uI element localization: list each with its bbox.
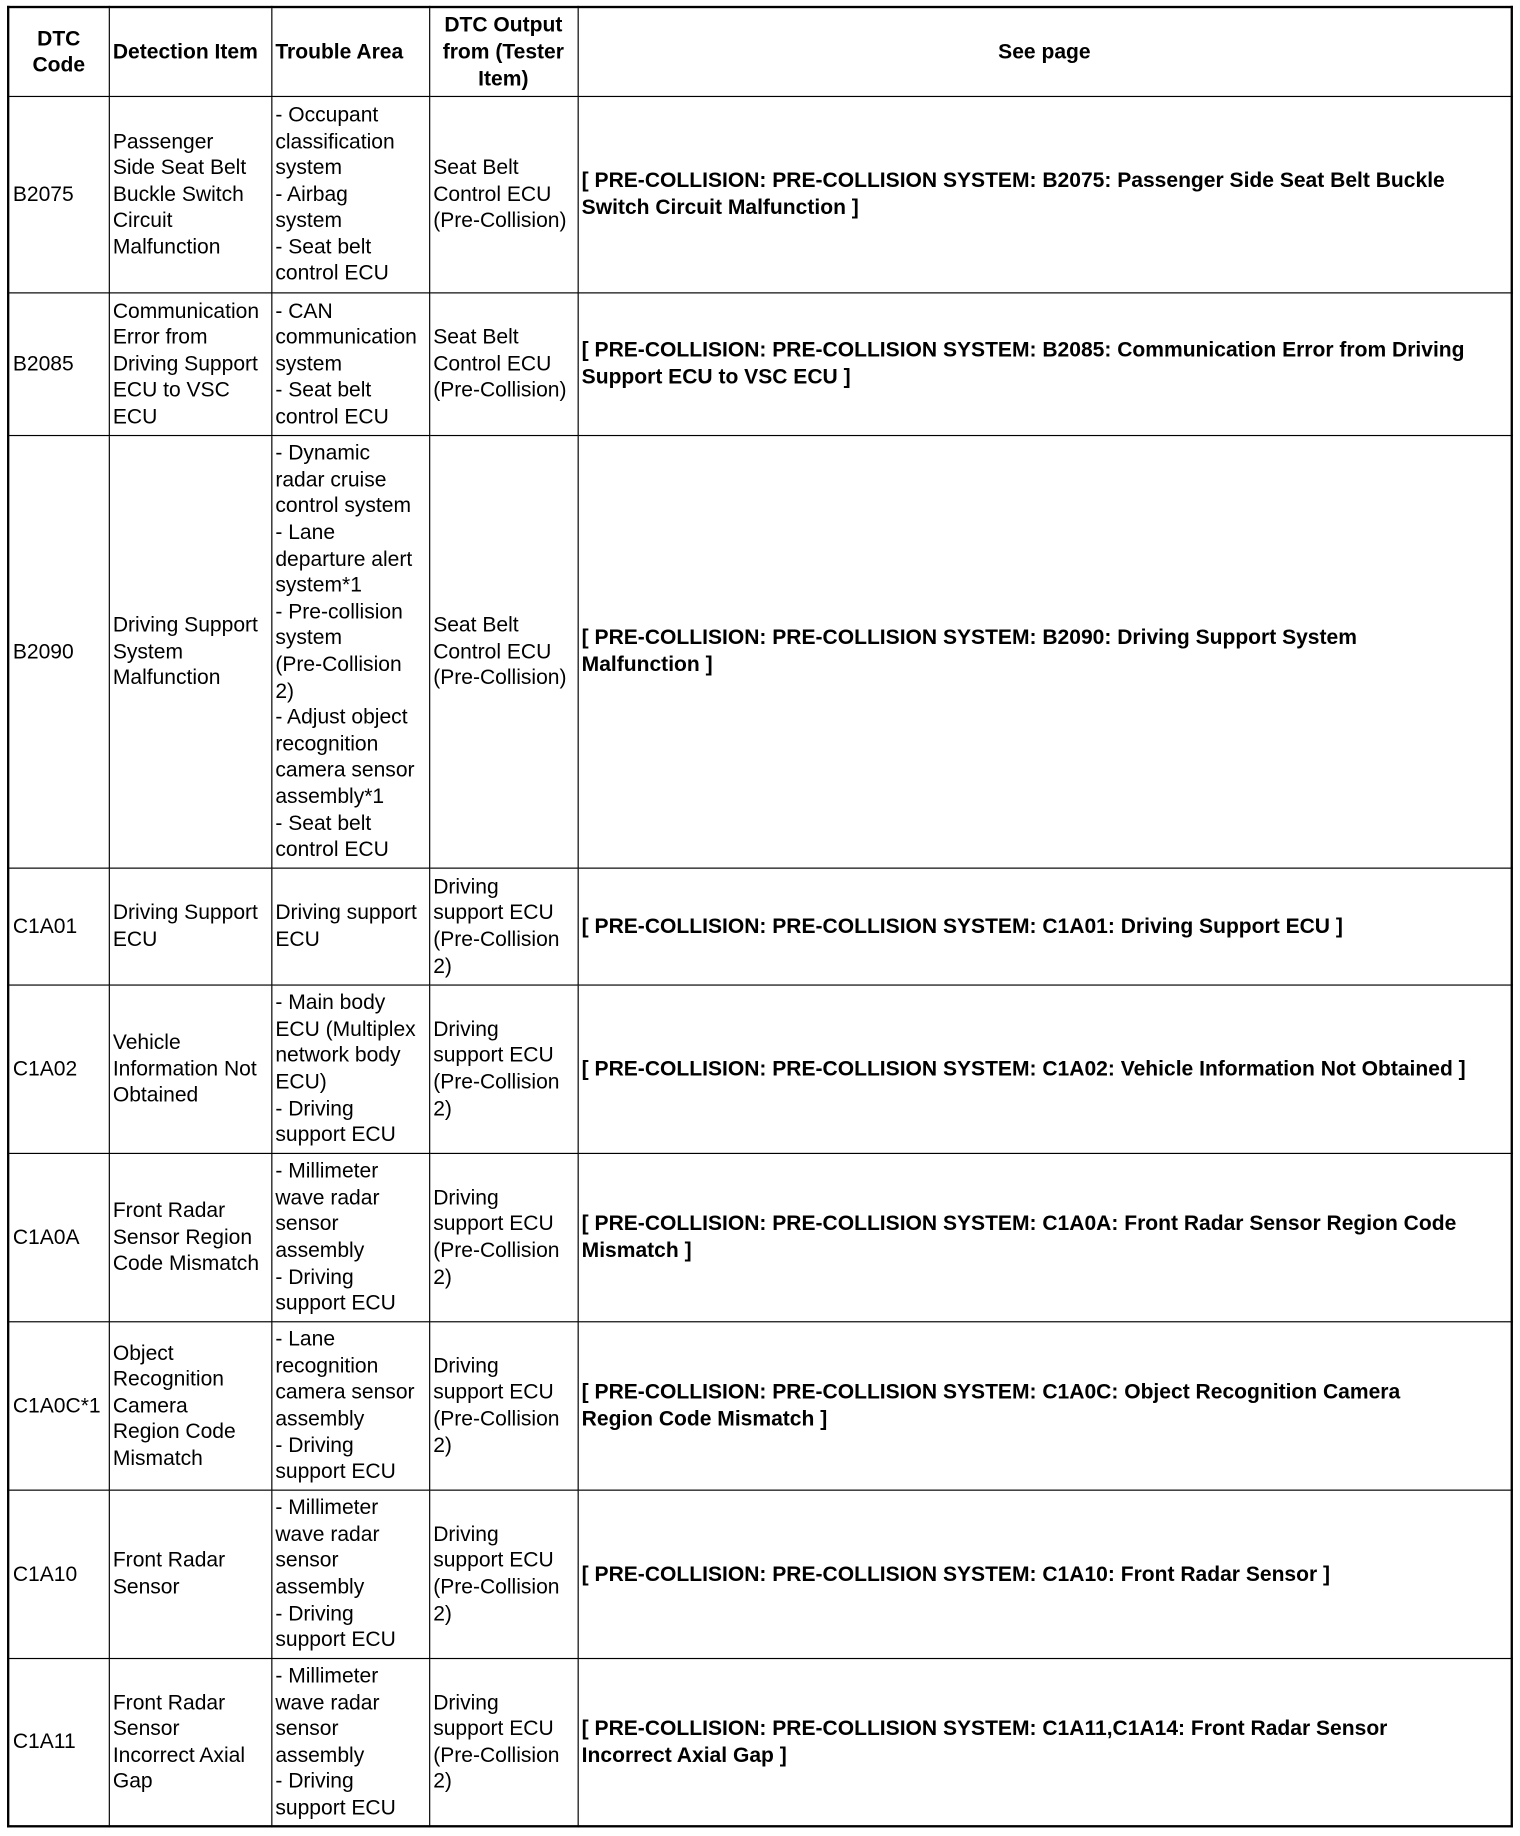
dtc-code-cell: C1A0C*1 <box>8 1321 109 1489</box>
dtc-code-cell: B2090 <box>8 435 109 868</box>
detection-item-cell: Front Radar Sensor <box>109 1490 272 1658</box>
trouble-area-cell: Driving support ECU <box>271 868 429 985</box>
detection-item-cell: Driving Support ECU <box>109 868 272 985</box>
trouble-area-cell: - Millimeter wave radar sensor assembly - Driving support ECU <box>271 1490 429 1658</box>
see-page-link[interactable]: [ PRE-COLLISION: PRE-COLLISION SYSTEM: C1A02: Vehicle Information Not Obtained ] <box>578 984 1512 1152</box>
dtc-code-cell: B2075 <box>8 96 109 292</box>
header-trouble-area: Trouble Area <box>271 7 429 96</box>
table-row <box>8 1153 1512 1321</box>
see-page-link[interactable]: [ PRE-COLLISION: PRE-COLLISION SYSTEM: B2090: Driving Support System Malfunction ] <box>578 435 1512 868</box>
table-row <box>8 292 1512 435</box>
header-see-page: See page <box>578 7 1512 96</box>
trouble-area-cell: - CAN communication system - Seat belt control ECU <box>271 292 429 435</box>
see-page-link[interactable]: [ PRE-COLLISION: PRE-COLLISION SYSTEM: C1A0A: Front Radar Sensor Region Code Mismatch ] <box>578 1153 1512 1321</box>
table-row <box>8 1321 1512 1489</box>
dtc-output-cell: Driving support ECU (Pre-Collision 2) <box>429 868 577 985</box>
table-row <box>8 1658 1512 1826</box>
see-page-link[interactable]: [ PRE-COLLISION: PRE-COLLISION SYSTEM: C1A01: Driving Support ECU ] <box>578 868 1512 985</box>
header-dtc-output: DTC Output from (Tester Item) <box>429 7 577 96</box>
table-row <box>8 435 1512 868</box>
dtc-output-cell: Driving support ECU (Pre-Collision 2) <box>429 1321 577 1489</box>
see-page-link[interactable]: [ PRE-COLLISION: PRE-COLLISION SYSTEM: B2085: Communication Error from Driving Support ECU to VSC ECU ] <box>578 292 1512 435</box>
detection-item-cell: Object Recognition Camera Region Code Mismatch <box>109 1321 272 1489</box>
dtc-output-cell: Seat Belt Control ECU (Pre-Collision) <box>429 292 577 435</box>
see-page-link[interactable]: [ PRE-COLLISION: PRE-COLLISION SYSTEM: C1A0C: Object Recognition Camera Region Code Mismatch ] <box>578 1321 1512 1489</box>
trouble-area-cell: - Millimeter wave radar sensor assembly - Driving support ECU <box>271 1658 429 1826</box>
header-row <box>8 7 1512 96</box>
table-row <box>8 868 1512 985</box>
see-page-link[interactable]: [ PRE-COLLISION: PRE-COLLISION SYSTEM: C1A11,C1A14: Front Radar Sensor Incorrect Axial Gap ] <box>578 1658 1512 1826</box>
detection-item-cell: Driving Support System Malfunction <box>109 435 272 868</box>
dtc-output-cell: Seat Belt Control ECU (Pre-Collision) <box>429 96 577 292</box>
dtc-code-cell: C1A01 <box>8 868 109 985</box>
trouble-area-cell: - Occupant classification system - Airbag system - Seat belt control ECU <box>271 96 429 292</box>
dtc-output-cell: Seat Belt Control ECU (Pre-Collision) <box>429 435 577 868</box>
table-row <box>8 1490 1512 1658</box>
dtc-code-cell: B2085 <box>8 292 109 435</box>
dtc-output-cell: Driving support ECU (Pre-Collision 2) <box>429 1153 577 1321</box>
dtc-table <box>7 6 1513 1828</box>
dtc-output-cell: Driving support ECU (Pre-Collision 2) <box>429 1658 577 1826</box>
header-dtc-code: DTC Code <box>8 7 109 96</box>
dtc-code-cell: C1A11 <box>8 1658 109 1826</box>
table-row <box>8 96 1512 292</box>
dtc-code-cell: C1A10 <box>8 1490 109 1658</box>
dtc-output-cell: Driving support ECU (Pre-Collision 2) <box>429 984 577 1152</box>
header-detection-item: Detection Item <box>109 7 272 96</box>
detection-item-cell: Front Radar Sensor Region Code Mismatch <box>109 1153 272 1321</box>
trouble-area-cell: - Dynamic radar cruise control system - Lane departure alert system*1 - Pre-collision system (Pre-Collision 2) - Adjust object recognition camera sensor assembly*1 - Seat belt control ECU <box>271 435 429 868</box>
dtc-code-cell: C1A02 <box>8 984 109 1152</box>
detection-item-cell: Front Radar Sensor Incorrect Axial Gap <box>109 1658 272 1826</box>
dtc-output-cell: Driving support ECU (Pre-Collision 2) <box>429 1490 577 1658</box>
trouble-area-cell: - Millimeter wave radar sensor assembly - Driving support ECU <box>271 1153 429 1321</box>
see-page-link[interactable]: [ PRE-COLLISION: PRE-COLLISION SYSTEM: B2075: Passenger Side Seat Belt Buckle Switch Circuit Malfunction ] <box>578 96 1512 292</box>
dtc-code-cell: C1A0A <box>8 1153 109 1321</box>
detection-item-cell: Vehicle Information Not Obtained <box>109 984 272 1152</box>
detection-item-cell: Passenger Side Seat Belt Buckle Switch Circuit Malfunction <box>109 96 272 292</box>
trouble-area-cell: - Main body ECU (Multiplex network body ECU) - Driving support ECU <box>271 984 429 1152</box>
detection-item-cell: Communication Error from Driving Support ECU to VSC ECU <box>109 292 272 435</box>
see-page-link[interactable]: [ PRE-COLLISION: PRE-COLLISION SYSTEM: C1A10: Front Radar Sensor ] <box>578 1490 1512 1658</box>
table-row <box>8 984 1512 1152</box>
trouble-area-cell: - Lane recognition camera sensor assembly - Driving support ECU <box>271 1321 429 1489</box>
